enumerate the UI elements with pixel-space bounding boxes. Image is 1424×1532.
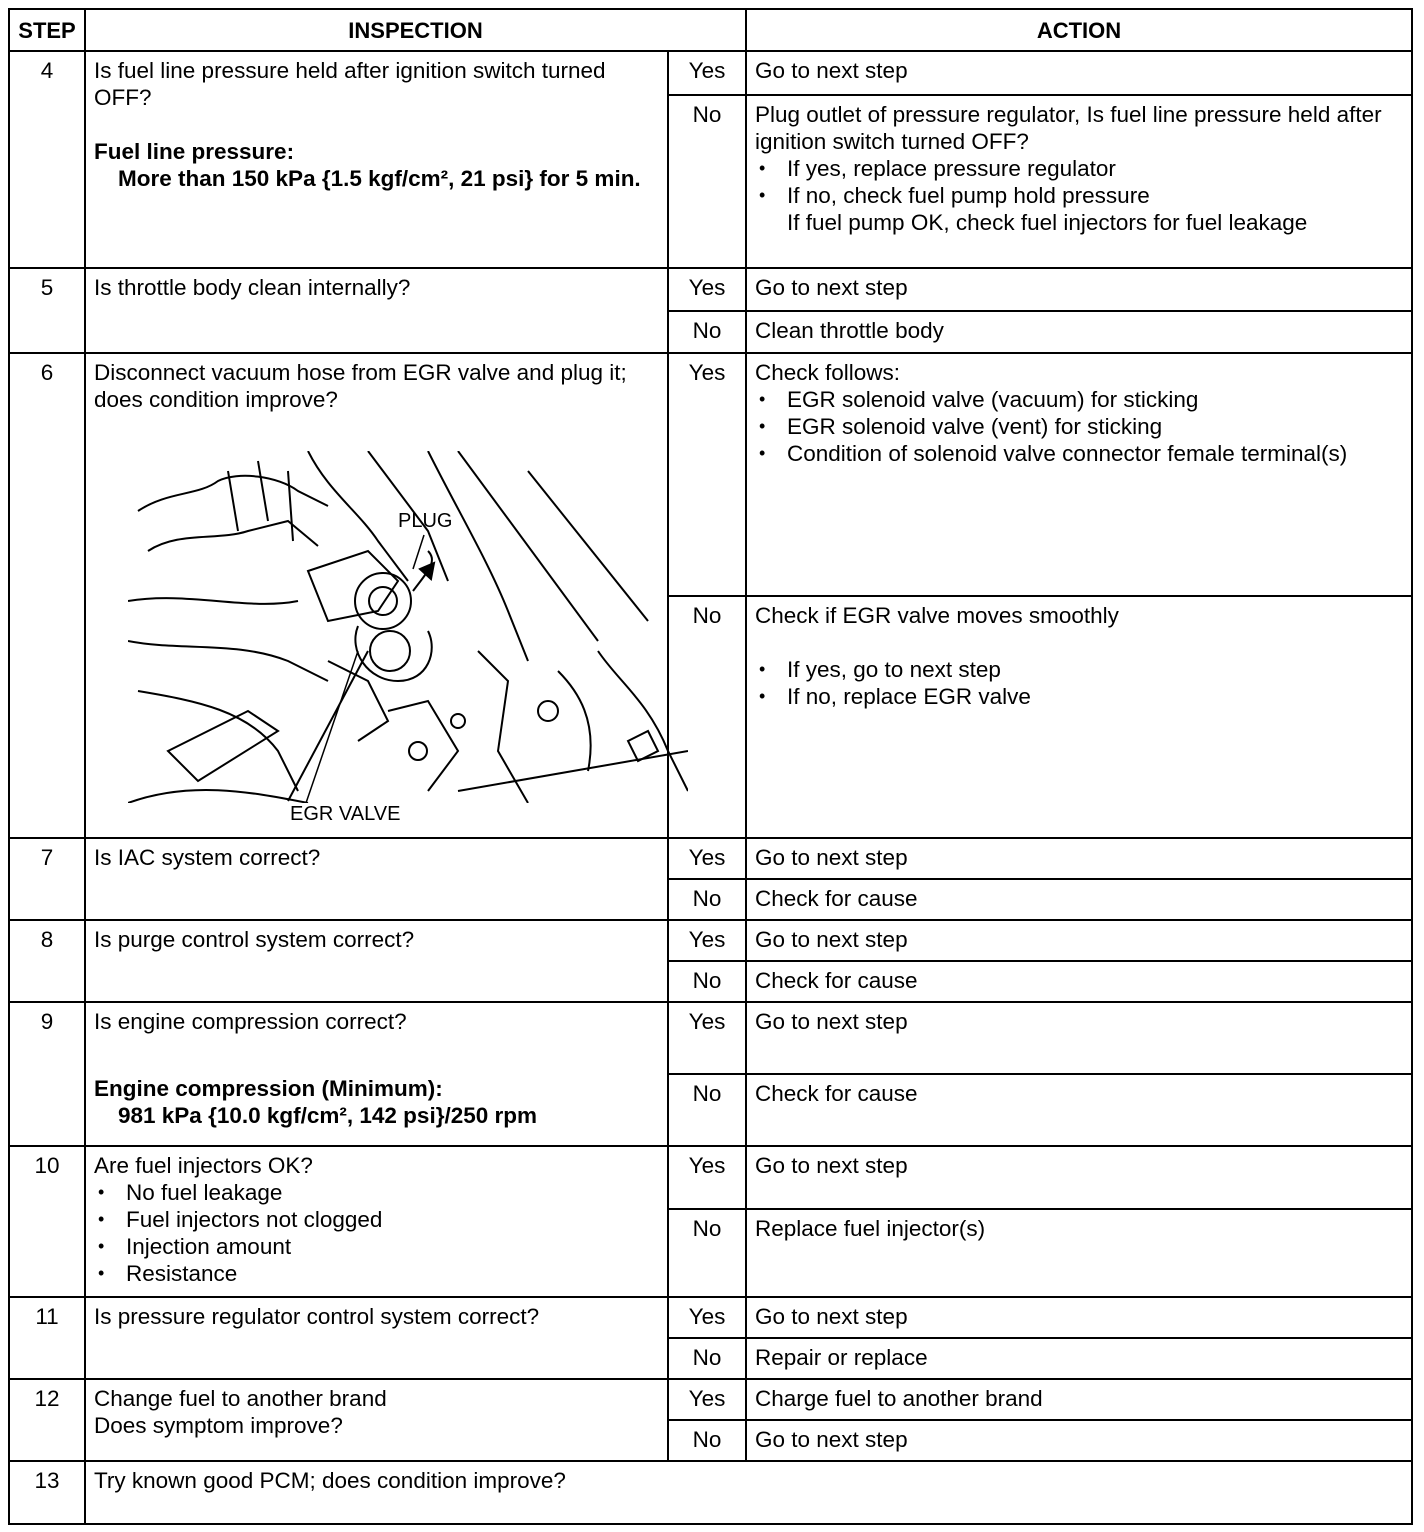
spec-title: Engine compression (Minimum):	[94, 1076, 443, 1101]
plug-leader-line	[128, 451, 688, 803]
step-number: 9	[9, 1002, 85, 1146]
inspection-cell	[85, 51, 668, 268]
inspection-question: Is pressure regulator control system correct?	[85, 1297, 668, 1379]
action-text: Plug outlet of pressure regulator, Is fuel line pressure held after ignition switch turned OFF?	[755, 102, 1382, 154]
egr-valve-label: EGR VALVE	[290, 803, 401, 825]
inspection-question: Is IAC system correct?	[85, 838, 668, 920]
answer-no: No	[668, 311, 746, 353]
action-text: Check if EGR valve moves smoothly	[755, 603, 1119, 628]
answer-no: No	[668, 1074, 746, 1146]
answer-no: No	[668, 596, 746, 838]
action-note: If fuel pump OK, check fuel injectors for fuel leakage	[787, 210, 1308, 235]
answer-yes: Yes	[668, 1002, 746, 1074]
inspection-question: Is engine compression correct?	[94, 1009, 407, 1034]
egr-valve-illustration	[128, 451, 688, 803]
list-item: • Condition of solenoid valve connector female terminal(s)	[755, 440, 1403, 467]
table-row	[9, 920, 1412, 961]
answer-yes: Yes	[668, 1146, 746, 1209]
action-no	[746, 596, 1412, 838]
inspection-cell	[85, 1379, 668, 1461]
table-row	[9, 51, 1412, 95]
action-no: Clean throttle body	[746, 311, 1412, 353]
action-yes: Go to next step	[746, 1146, 1412, 1209]
answer-yes: Yes	[668, 838, 746, 879]
step-number: 10	[9, 1146, 85, 1297]
answer-no: No	[668, 1338, 746, 1379]
action-no: Check for cause	[746, 1074, 1412, 1146]
step-number: 6	[9, 353, 85, 838]
table-row	[9, 1379, 1412, 1420]
table-header	[9, 9, 1412, 51]
inspection-cell	[85, 1146, 668, 1297]
step-number: 12	[9, 1379, 85, 1461]
action-no: Repair or replace	[746, 1338, 1412, 1379]
action-text: Check follows:	[755, 360, 901, 385]
table-row	[9, 1002, 1412, 1074]
spec-title: Fuel line pressure:	[94, 139, 295, 164]
list-item: • If no, replace EGR valve	[755, 683, 1403, 710]
action-no: Go to next step	[746, 1420, 1412, 1461]
action-yes: Charge fuel to another brand	[746, 1379, 1412, 1420]
answer-yes: Yes	[668, 268, 746, 311]
header-action: ACTION	[746, 9, 1412, 51]
table-row	[9, 1461, 1412, 1524]
list-item: • If no, check fuel pump hold pressure	[755, 182, 1403, 209]
table-row	[9, 1146, 1412, 1209]
action-yes: Go to next step	[746, 838, 1412, 879]
answer-yes: Yes	[668, 51, 746, 95]
inspection-question: Is throttle body clean internally?	[85, 268, 668, 353]
action-yes: Go to next step	[746, 1002, 1412, 1074]
inspection-question: Disconnect vacuum hose from EGR valve and plug it; does condition improve?	[94, 360, 627, 412]
action-bullets	[755, 155, 1403, 209]
answer-no: No	[668, 95, 746, 268]
inspection-question: Is fuel line pressure held after ignition switch turned OFF?	[94, 58, 606, 110]
step-number: 7	[9, 838, 85, 920]
step-number: 11	[9, 1297, 85, 1379]
action-no: Check for cause	[746, 961, 1412, 1002]
action-yes	[746, 353, 1412, 596]
action-bullets	[755, 656, 1403, 710]
header-step: STEP	[9, 9, 85, 51]
inspection-question: Change fuel to another brand	[94, 1386, 387, 1411]
list-item: • Injection amount	[94, 1233, 659, 1260]
action-no: Check for cause	[746, 879, 1412, 920]
step-number: 4	[9, 51, 85, 268]
table-row	[9, 1297, 1412, 1338]
step-number: 8	[9, 920, 85, 1002]
plug-label: PLUG	[398, 510, 453, 532]
answer-yes: Yes	[668, 920, 746, 961]
action-yes: Go to next step	[746, 1297, 1412, 1338]
inspection-cell	[85, 1002, 668, 1146]
answer-no: No	[668, 879, 746, 920]
spec-value: 981 kPa {10.0 kgf/cm², 142 psi}/250 rpm	[118, 1103, 537, 1128]
answer-yes: Yes	[668, 1297, 746, 1338]
answer-yes: Yes	[668, 1379, 746, 1420]
action-yes: Go to next step	[746, 51, 1412, 95]
spec-value: More than 150 kPa {1.5 kgf/cm², 21 psi} for 5 min.	[118, 166, 641, 191]
table-row	[9, 268, 1412, 311]
action-no: Replace fuel injector(s)	[746, 1209, 1412, 1297]
answer-no: No	[668, 1209, 746, 1297]
list-item: • EGR solenoid valve (vent) for sticking	[755, 413, 1403, 440]
list-item: • EGR solenoid valve (vacuum) for sticking	[755, 386, 1403, 413]
header-inspection: INSPECTION	[85, 9, 746, 51]
action-yes: Go to next step	[746, 268, 1412, 311]
answer-yes: Yes	[668, 353, 746, 596]
list-item: • Resistance	[94, 1260, 659, 1287]
inspection-bullets	[94, 1179, 659, 1287]
list-item: • Fuel injectors not clogged	[94, 1206, 659, 1233]
list-item: • If yes, replace pressure regulator	[755, 155, 1403, 182]
inspection-cell	[85, 353, 668, 838]
answer-no: No	[668, 961, 746, 1002]
inspection-question: Are fuel injectors OK?	[94, 1153, 313, 1178]
table-row	[9, 838, 1412, 879]
step-number: 13	[9, 1461, 85, 1524]
action-bullets	[755, 386, 1403, 467]
table-row	[9, 353, 1412, 596]
action-yes: Go to next step	[746, 920, 1412, 961]
list-item: • No fuel leakage	[94, 1179, 659, 1206]
answer-no: No	[668, 1420, 746, 1461]
inspection-question: Does symptom improve?	[94, 1413, 343, 1438]
step-number: 5	[9, 268, 85, 353]
diagnostic-table	[8, 8, 1413, 1525]
action-no	[746, 95, 1412, 268]
list-item: • If yes, go to next step	[755, 656, 1403, 683]
inspection-question: Is purge control system correct?	[85, 920, 668, 1002]
inspection-question: Try known good PCM; does condition improve?	[85, 1461, 1412, 1524]
